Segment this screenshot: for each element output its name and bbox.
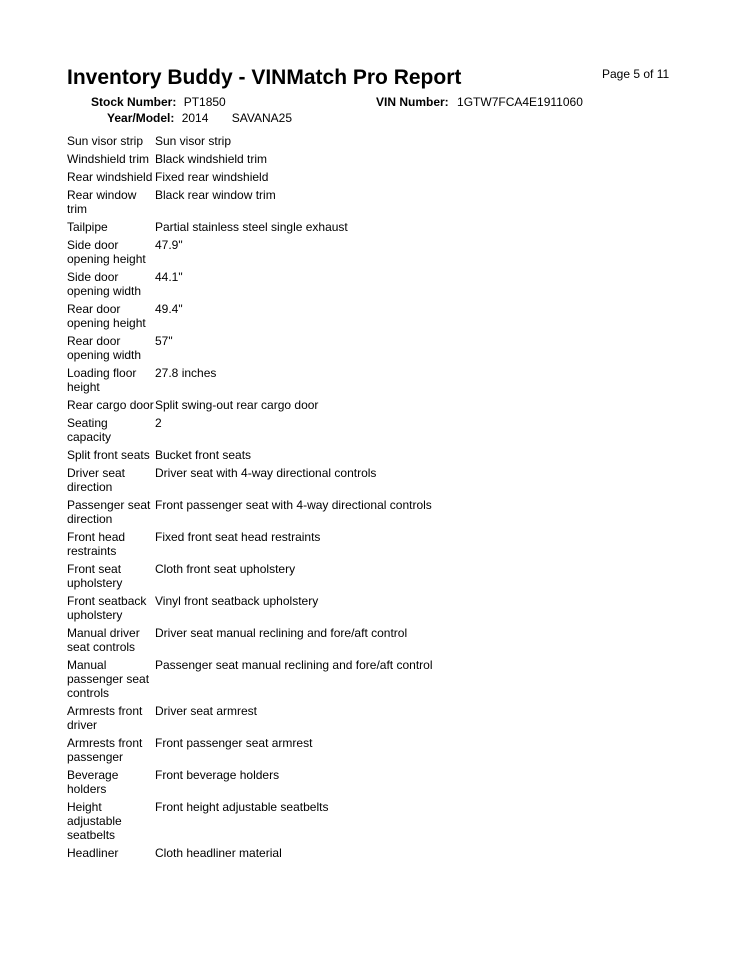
list-item — [67, 302, 707, 330]
feature-value: 44.1" — [155, 270, 183, 284]
list-item — [67, 626, 707, 654]
feature-label: Tailpipe — [67, 220, 108, 234]
feature-value: Front passenger seat with 4-way directional controls — [155, 498, 432, 512]
feature-value: 27.8 inches — [155, 366, 217, 380]
feature-label: Loading floor height — [67, 366, 137, 394]
feature-value: Sun visor strip — [155, 134, 232, 148]
feature-value: Black rear window trim — [155, 188, 276, 202]
feature-value: Cloth headliner material — [155, 846, 282, 860]
list-item — [67, 188, 707, 216]
feature-label: Front seat upholstery — [67, 562, 123, 590]
feature-value: Front passenger seat armrest — [155, 736, 313, 750]
vin-field — [376, 95, 583, 109]
feature-label: Rear window trim — [67, 188, 137, 216]
year-value: 2014 — [181, 111, 209, 125]
feature-label: Armrests front driver — [67, 704, 143, 732]
feature-label: Sun visor strip — [67, 134, 144, 148]
page-number: Page 5 of 11 — [602, 67, 670, 81]
feature-list — [67, 134, 707, 864]
stock-number-field — [91, 95, 226, 109]
list-item — [67, 800, 707, 842]
list-item — [67, 238, 707, 266]
vin-value: 1GTW7FCA4E1911060 — [457, 95, 583, 109]
list-item — [67, 466, 707, 494]
feature-label: Split front seats — [67, 448, 150, 462]
feature-label: Rear door opening width — [67, 334, 142, 362]
model-value: SAVANA25 — [231, 111, 293, 125]
feature-value: Cloth front seat upholstery — [155, 562, 296, 576]
feature-value: Driver seat armrest — [155, 704, 258, 718]
list-item — [67, 152, 707, 166]
feature-label: Headliner — [67, 846, 119, 860]
feature-value: Fixed rear windshield — [155, 170, 269, 184]
feature-label: Seating capacity — [67, 416, 112, 444]
feature-value: 2 — [155, 416, 162, 430]
list-item — [67, 366, 707, 394]
feature-label: Passenger seat direction — [67, 498, 151, 526]
stock-number-value: PT1850 — [183, 95, 226, 109]
list-item — [67, 704, 707, 732]
feature-label: Manual passenger seat controls — [67, 658, 150, 700]
feature-value: 47.9" — [155, 238, 183, 252]
list-item — [67, 530, 707, 558]
feature-label: Rear door opening height — [67, 302, 146, 330]
feature-label: Beverage holders — [67, 768, 119, 796]
feature-label: Side door opening height — [67, 238, 146, 266]
year-model-field — [107, 111, 292, 125]
feature-label: Driver seat direction — [67, 466, 126, 494]
list-item — [67, 170, 707, 184]
feature-label: Front seatback upholstery — [67, 594, 147, 622]
list-item — [67, 416, 707, 444]
report-title: Inventory Buddy - VINMatch Pro Report — [67, 66, 462, 89]
feature-value: 49.4" — [155, 302, 183, 316]
stock-number-label: Stock Number: — [91, 95, 177, 109]
list-item — [67, 498, 707, 526]
list-item — [67, 736, 707, 764]
list-item — [67, 134, 707, 148]
feature-value: Driver seat with 4-way directional controls — [155, 466, 377, 480]
list-item — [67, 334, 707, 362]
feature-label: Rear windshield — [67, 170, 153, 184]
feature-value: Passenger seat manual reclining and fore/aft control — [155, 658, 433, 672]
feature-value: Driver seat manual reclining and fore/aft control — [155, 626, 408, 640]
feature-label: Height adjustable seatbelts — [67, 800, 122, 842]
feature-value: Vinyl front seatback upholstery — [155, 594, 319, 608]
feature-value: Black windshield trim — [155, 152, 268, 166]
feature-value: Split swing-out rear cargo door — [155, 398, 319, 412]
year-model-label: Year/Model: — [107, 111, 175, 125]
feature-label: Side door opening width — [67, 270, 142, 298]
list-item — [67, 270, 707, 298]
vin-label: VIN Number: — [376, 95, 449, 109]
feature-label: Rear cargo door — [67, 398, 154, 412]
feature-value: Front height adjustable seatbelts — [155, 800, 329, 814]
list-item — [67, 398, 707, 412]
feature-value: Front beverage holders — [155, 768, 280, 782]
feature-value: 57" — [155, 334, 173, 348]
list-item — [67, 846, 707, 860]
feature-label: Windshield trim — [67, 152, 150, 166]
list-item — [67, 448, 707, 462]
feature-label: Armrests front passenger — [67, 736, 143, 764]
feature-value: Partial stainless steel single exhaust — [155, 220, 348, 234]
feature-value: Fixed front seat head restraints — [155, 530, 321, 544]
feature-label: Manual driver seat controls — [67, 626, 140, 654]
list-item — [67, 594, 707, 622]
list-item — [67, 220, 707, 234]
feature-label: Front head restraints — [67, 530, 126, 558]
feature-value: Bucket front seats — [155, 448, 252, 462]
list-item — [67, 768, 707, 796]
list-item — [67, 562, 707, 590]
list-item — [67, 658, 707, 700]
